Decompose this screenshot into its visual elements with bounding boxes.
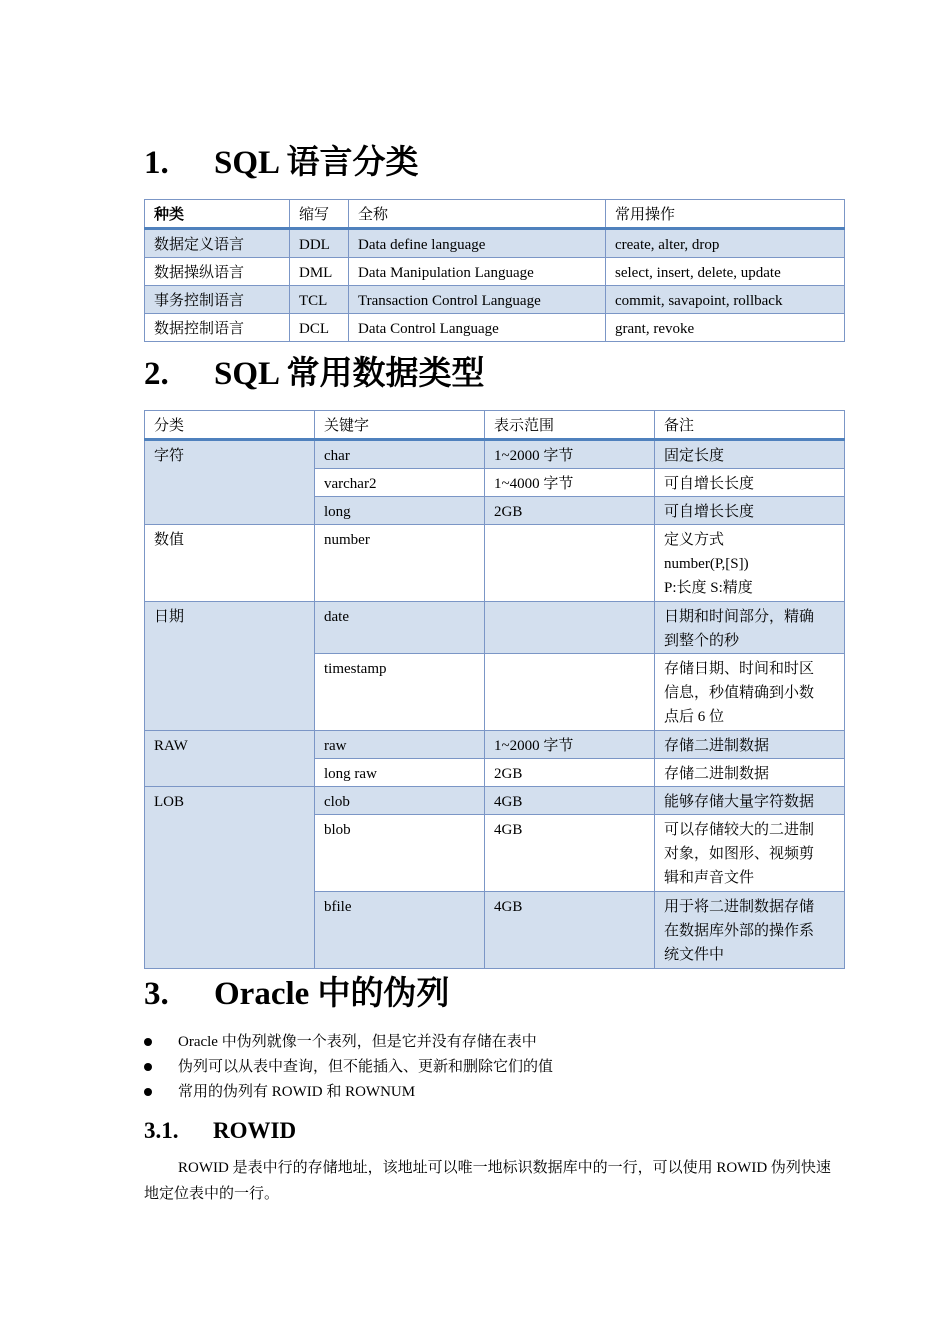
keyword-cell: varchar2 xyxy=(315,469,485,497)
table-row xyxy=(145,229,845,258)
note-line: 定义方式 xyxy=(664,532,725,548)
table-row xyxy=(145,440,845,469)
list-item xyxy=(144,1055,553,1080)
table-cell: select, insert, delete, update xyxy=(606,258,845,286)
note-cell xyxy=(655,787,845,815)
table-cell: Data Control Language xyxy=(349,314,606,342)
note-cell xyxy=(655,815,845,892)
bullet-list xyxy=(144,1030,553,1105)
range-cell: 1~2000 字节 xyxy=(485,440,655,469)
note-line: 用于将二进制数据存储 xyxy=(664,899,815,915)
category-cell: 数值 xyxy=(145,525,315,602)
table-cell: DDL xyxy=(290,229,349,258)
header-cell: 关键字 xyxy=(315,411,485,440)
section-title: SQL 语言分类 xyxy=(214,145,419,181)
header-cell: 分类 xyxy=(145,411,315,440)
keyword-cell: long xyxy=(315,497,485,525)
list-item-text: Oracle 中伪列就像一个表列，但是它并没有存储在表中 xyxy=(178,1034,537,1050)
category-cell: LOB xyxy=(145,787,315,969)
note-line: 在数据库外部的操作系 xyxy=(664,923,815,939)
list-item xyxy=(144,1030,553,1055)
table-header-row xyxy=(145,411,845,440)
range-cell: 4GB xyxy=(485,815,655,892)
table-cell: Data Manipulation Language xyxy=(349,258,606,286)
bullet-icon xyxy=(144,1088,152,1096)
table-row xyxy=(145,731,845,759)
table-header-row xyxy=(145,200,845,229)
header-cell: 全称 xyxy=(349,200,606,229)
note-line: 可自增长长度 xyxy=(664,476,755,492)
list-item xyxy=(144,1080,553,1105)
range-cell: 2GB xyxy=(485,759,655,787)
header-cell: 表示范围 xyxy=(485,411,655,440)
header-cell: 备注 xyxy=(655,411,845,440)
list-item-text: 伪列可以从表中查询，但不能插入、更新和删除它们的值 xyxy=(178,1059,554,1075)
note-line: 信息，秒值精确到小数 xyxy=(664,685,815,701)
note-line: 到整个的秒 xyxy=(664,633,740,649)
table-cell: DCL xyxy=(290,314,349,342)
category-cell: 字符 xyxy=(145,440,315,525)
table-cell: Data define language xyxy=(349,229,606,258)
sql-data-types-table xyxy=(144,410,845,969)
keyword-cell: raw xyxy=(315,731,485,759)
note-cell xyxy=(655,731,845,759)
category-cell: RAW xyxy=(145,731,315,787)
table-cell: commit, savapoint, rollback xyxy=(606,286,845,314)
table-row xyxy=(145,787,845,815)
keyword-cell: bfile xyxy=(315,892,485,969)
note-cell xyxy=(655,497,845,525)
subsection-heading xyxy=(144,1116,296,1146)
note-cell xyxy=(655,469,845,497)
section-number: 1. xyxy=(144,145,169,181)
range-cell xyxy=(485,525,655,602)
table-cell: Transaction Control Language xyxy=(349,286,606,314)
bullet-icon xyxy=(144,1063,152,1071)
section-heading-1 xyxy=(144,143,418,183)
note-line: number(P,[S]) xyxy=(664,556,749,572)
body-paragraph: ROWID 是表中行的存储地址，该地址可以唯一地标识数据库中的一行，可以使用 ROWID 伪列快速地定位表中的一行。 xyxy=(144,1160,831,1202)
bullet-icon xyxy=(144,1038,152,1046)
note-line: 点后 6 位 xyxy=(664,709,725,725)
keyword-cell: char xyxy=(315,440,485,469)
range-cell: 2GB xyxy=(485,497,655,525)
keyword-cell: long raw xyxy=(315,759,485,787)
table-row xyxy=(145,286,845,314)
section-heading-2 xyxy=(144,354,484,394)
table-row xyxy=(145,258,845,286)
section-number: 3. xyxy=(144,976,169,1012)
table-row xyxy=(145,525,845,602)
header-cell: 种类 xyxy=(145,200,290,229)
note-line: 对象，如图形、视频剪 xyxy=(664,846,815,862)
section-title: Oracle 中的伪列 xyxy=(214,976,450,1012)
table-cell: 数据控制语言 xyxy=(145,314,290,342)
range-cell: 4GB xyxy=(485,892,655,969)
table-cell: TCL xyxy=(290,286,349,314)
subsection-title: ROWID xyxy=(213,1118,297,1143)
range-cell: 1~4000 字节 xyxy=(485,469,655,497)
section-number: 2. xyxy=(144,356,169,392)
note-cell xyxy=(655,759,845,787)
table-row xyxy=(145,602,845,654)
keyword-cell: blob xyxy=(315,815,485,892)
note-line: 统文件中 xyxy=(664,947,725,963)
subsection-number: 3.1. xyxy=(144,1118,179,1143)
note-line: 存储二进制数据 xyxy=(664,738,770,754)
range-cell xyxy=(485,654,655,731)
note-cell xyxy=(655,892,845,969)
table-cell: grant, revoke xyxy=(606,314,845,342)
header-cell: 缩写 xyxy=(290,200,349,229)
table-cell: 数据操纵语言 xyxy=(145,258,290,286)
note-cell xyxy=(655,440,845,469)
note-line: 能够存储大量字符数据 xyxy=(664,794,815,810)
note-line: 存储日期、时间和时区 xyxy=(664,661,815,677)
note-line: 固定长度 xyxy=(664,448,725,464)
section-title: SQL 常用数据类型 xyxy=(214,356,485,392)
note-line: 存储二进制数据 xyxy=(664,766,770,782)
sql-language-table xyxy=(144,199,845,342)
note-cell xyxy=(655,525,845,602)
note-line: 辑和声音文件 xyxy=(664,870,755,886)
note-line: 可以存储较大的二进制 xyxy=(664,822,815,838)
keyword-cell: number xyxy=(315,525,485,602)
table-cell: DML xyxy=(290,258,349,286)
note-line: 可自增长长度 xyxy=(664,504,755,520)
note-line: P:长度 S:精度 xyxy=(664,580,753,596)
note-cell xyxy=(655,654,845,731)
range-cell: 1~2000 字节 xyxy=(485,731,655,759)
keyword-cell: date xyxy=(315,602,485,654)
note-line: 日期和时间部分，精确 xyxy=(664,609,815,625)
table-cell: create, alter, drop xyxy=(606,229,845,258)
header-cell: 常用操作 xyxy=(606,200,845,229)
range-cell xyxy=(485,602,655,654)
table-row xyxy=(145,314,845,342)
note-cell xyxy=(655,602,845,654)
keyword-cell: clob xyxy=(315,787,485,815)
table-cell: 事务控制语言 xyxy=(145,286,290,314)
table-cell: 数据定义语言 xyxy=(145,229,290,258)
section-heading-3 xyxy=(144,974,450,1014)
keyword-cell: timestamp xyxy=(315,654,485,731)
category-cell: 日期 xyxy=(145,602,315,731)
list-item-text: 常用的伪列有 ROWID 和 ROWNUM xyxy=(178,1084,416,1100)
range-cell: 4GB xyxy=(485,787,655,815)
